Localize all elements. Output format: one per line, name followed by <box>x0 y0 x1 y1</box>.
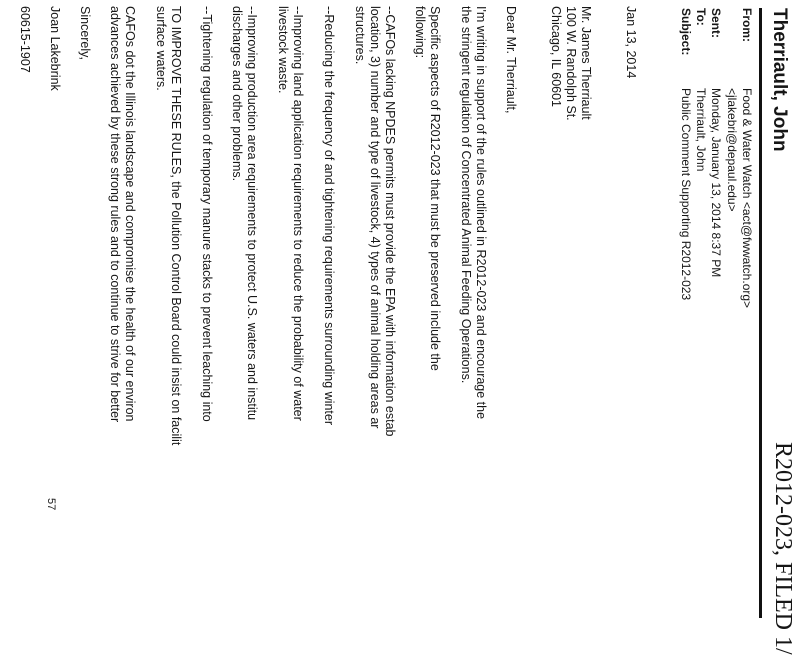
point-2-line: --Reducing the frequency of and tightening requirements surrounding winter <box>322 6 336 425</box>
signoff: Sincerely, <box>78 6 92 60</box>
zip-code: 60615-1907 <box>18 6 32 73</box>
salutation: Dear Mr. Therriault, <box>504 6 518 114</box>
from-email: <jlakebri@depaul.edu> <box>725 88 739 212</box>
intro-line: the stringent regulation of Concentrated Animal Feeding Operations. <box>459 6 473 384</box>
intro-line: I'm writing in support of the rules outlined in R2012-023 and encourage the <box>474 6 488 420</box>
subject-label: Subject: <box>679 8 693 56</box>
signature: Joan Lakebrink <box>48 6 62 91</box>
point-4-line: discharges and other problems. <box>230 6 244 182</box>
address-line: Mr. James Therriault <box>579 6 593 120</box>
from-value: Food & Water Watch <act@fwwatch.org> <box>740 88 754 309</box>
point-5-line: --Tightening regulation of temporary manure stacks to prevent leaching into <box>200 6 214 422</box>
subject-value: Public Comment Supporting R2012-023 <box>679 88 693 301</box>
point-4-line: --Improving production area requirements to protect U.S. waters and institu <box>245 6 259 421</box>
point-1-line: location, 3) number and type of livestock, 4) types of animal holding areas ar <box>368 6 382 429</box>
improve-line: surface waters. <box>154 6 168 91</box>
aspects-intro-line: Specific aspects of R2012-023 that must be preserved include the <box>428 6 442 371</box>
to-label: To: <box>694 8 708 26</box>
point-3-line: --Improving land application requirements to reduce the probability of water <box>291 6 305 421</box>
closing-line: CAFOs dot the Illinois landscape and compromise the health of our environ <box>123 6 137 422</box>
point-1-line: --CAFOs lacking NPDES permits must provide the EPA with information estab <box>383 6 397 437</box>
point-1-line: structures. <box>353 6 367 65</box>
point-3-line: livestock waste. <box>276 6 290 94</box>
address-line: 100 W. Randolph St. <box>564 6 578 121</box>
aspects-intro-line: following: <box>413 6 427 59</box>
sent-label: Sent: <box>709 8 723 38</box>
address-line: Chicago, IL 60601 <box>549 6 563 108</box>
letter-date: Jan 13, 2014 <box>624 6 638 79</box>
to-value: Therriault, John <box>694 88 708 172</box>
sent-value: Monday, January 13, 2014 8:37 PM <box>709 88 723 278</box>
closing-line: advances achieved by these strong rules and to continue to strive for better <box>108 6 122 423</box>
filing-stamp: R2012-023, FILED 1/ <box>770 442 796 655</box>
heading-rule <box>759 8 762 618</box>
from-label: From: <box>740 8 754 42</box>
improve-line: TO IMPROVE THESE RULES, the Pollution Control Board could insist on facilit <box>169 6 183 446</box>
author-heading: Therriault, John <box>769 8 790 152</box>
page-number: 57 <box>45 498 57 511</box>
